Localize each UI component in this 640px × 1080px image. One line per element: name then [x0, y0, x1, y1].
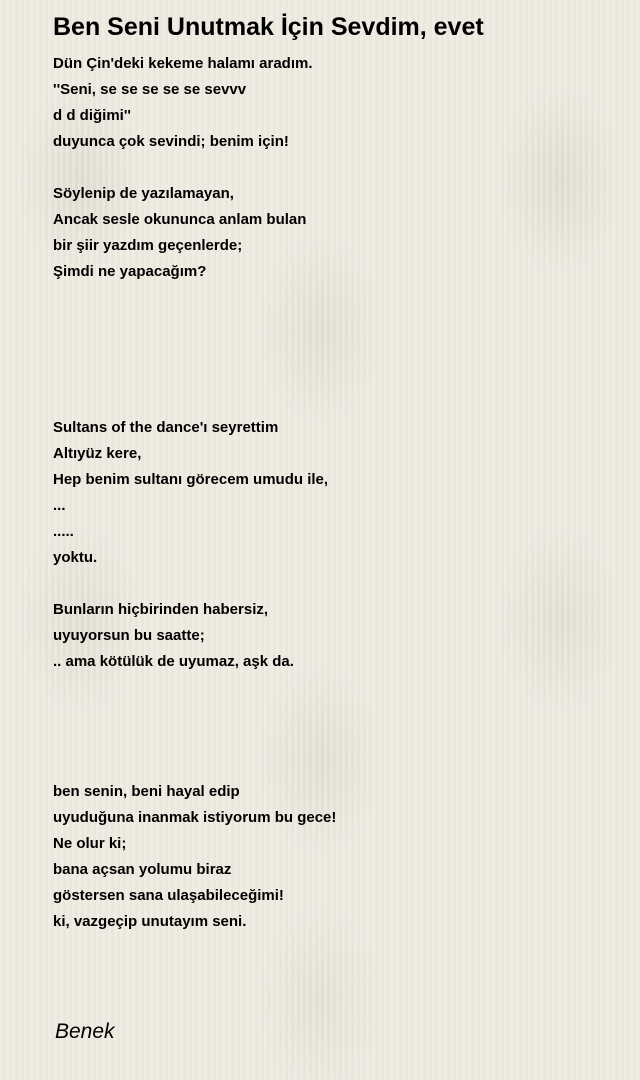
poem-blank-line [53, 311, 613, 337]
poem-blank-line [53, 727, 613, 753]
poem-line: Ancak sesle okununca anlam bulan [53, 211, 307, 228]
poem-line: ki, vazgeçip unutayım seni. [53, 913, 247, 930]
poem-line: ben senin, beni hayal edip [53, 783, 240, 800]
poem-blank-line [53, 571, 613, 597]
poem-line: ... [53, 497, 66, 514]
poem-line: bana açsan yolumu biraz [53, 861, 232, 878]
poem-blank-line [53, 389, 613, 415]
poem-line: .. ama kötülük de uyumaz, aşk da. [53, 653, 294, 670]
poem-blank-line [53, 363, 613, 389]
poem-line: duyunca çok sevindi; benim için! [53, 133, 289, 150]
poem-body [53, 51, 613, 935]
poem-author: Benek [55, 1020, 115, 1043]
poem-line: göstersen sana ulaşabileceğimi! [53, 887, 284, 904]
poem-blank-line [53, 337, 613, 363]
poem-line: yoktu. [53, 549, 98, 566]
poem-line: Şimdi ne yapacağım? [53, 263, 207, 280]
poem-blank-line [53, 155, 613, 181]
poem-line: Altıyüz kere, [53, 445, 142, 462]
poem-line: Ne olur ki; [53, 835, 127, 852]
poem-line: ''Seni, se se se se se sevvv [53, 81, 247, 98]
poem-line: Sultans of the dance'ı seyrettim [53, 419, 279, 436]
poem-line: uyuduğuna inanmak istiyorum bu gece! [53, 809, 337, 826]
poem-line: ..... [53, 523, 74, 540]
poem-blank-line [53, 285, 613, 311]
poem-line: Hep benim sultanı görecem umudu ile, [53, 471, 329, 488]
poem-line: Bunların hiçbirinden habersiz, [53, 601, 269, 618]
poem-blank-line [53, 675, 613, 701]
poem-blank-line [53, 701, 613, 727]
poem-line: Söylenip de yazılamayan, [53, 185, 234, 202]
poem-blank-line [53, 753, 613, 779]
poem-line: uyuyorsun bu saatte; [53, 627, 205, 644]
poem-line: d d diğimi'' [53, 107, 131, 124]
poem-line: bir şiir yazdım geçenlerde; [53, 237, 243, 254]
poem-line: Dün Çin'deki kekeme halamı aradım. [53, 55, 313, 72]
poem-title: Ben Seni Unutmak İçin Sevdim, evet [53, 13, 484, 41]
